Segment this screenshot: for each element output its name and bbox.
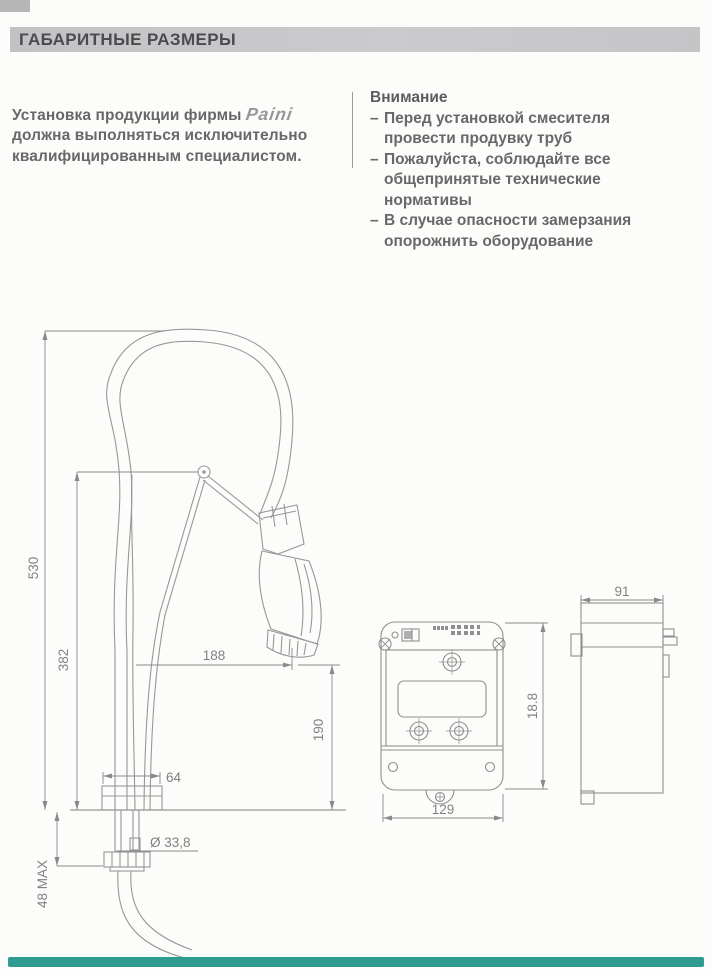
control-box-side-drawing	[571, 603, 677, 804]
control-box-front-dimensions	[383, 623, 548, 822]
mounting-bosses	[406, 649, 472, 744]
dim-shank-diameter-label: Ø 33,8	[150, 835, 191, 850]
footer-accent-bar	[8, 957, 704, 967]
bullet-dash: –	[370, 109, 379, 127]
attention-heading: Внимание	[370, 89, 448, 106]
dim-base-width-label: 64	[166, 770, 182, 785]
attention-item: – Пожалуйста, соблюдайте все общепринятые технические нормативы	[370, 150, 611, 209]
intro-text-before-logo: Установка продукции фирмы	[12, 106, 242, 124]
faucet-drawing	[70, 329, 346, 959]
dim-outlet-height-label: 190	[311, 718, 326, 742]
dim-box-depth-label: 91	[614, 584, 630, 599]
bullet-dash: –	[370, 150, 379, 168]
dim-box-width-label: 129	[431, 802, 455, 817]
dim-box-height-label: 18.8	[525, 692, 540, 720]
attention-item: – В случае опасности замерзания опорожнить оборудование	[370, 212, 632, 250]
dim-total-height-label: 530	[26, 556, 41, 580]
control-box-front-arrows	[383, 623, 546, 821]
attention-item: – Перед установкой смесителя провести продувку труб	[370, 109, 611, 147]
display-window	[398, 681, 486, 717]
paini-logo: Paini	[244, 103, 295, 124]
control-box-front-drawing	[379, 622, 505, 804]
dim-hose-height-label: 382	[56, 648, 71, 672]
dim-spout-reach-label: 188	[202, 648, 226, 663]
faucet-dimension-labels	[26, 557, 326, 908]
page-title: ГАБАРИТНЫЕ РАЗМЕРЫ	[19, 29, 237, 49]
intro-text-after-logo: должна выполняться исключительно квалифицированным специалистом.	[12, 127, 308, 165]
connector-pins	[433, 625, 480, 635]
faucet-dimension-lines	[45, 331, 340, 866]
faucet-dimension-arrows	[43, 331, 335, 866]
dim-deck-thickness-label: 48 MAX	[35, 859, 50, 909]
bullet-dash: –	[370, 212, 379, 229]
